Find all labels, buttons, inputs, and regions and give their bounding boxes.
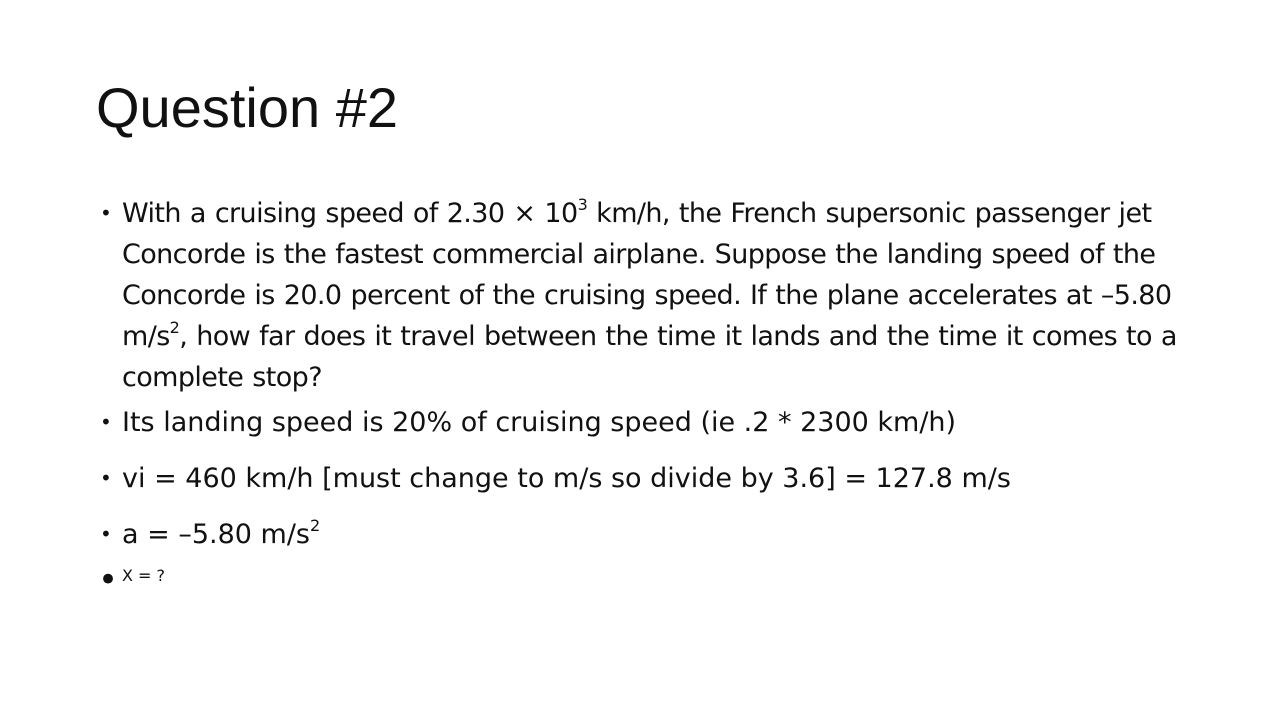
bullet-dot-icon: • [100,201,112,225]
bullet-list [96,193,1196,600]
bullet-initial-velocity [96,458,1196,499]
bullet-dot-icon: • [100,410,112,434]
bullet-dot-icon: • [100,466,112,490]
bullet-landing-speed [96,402,1196,443]
initial-velocity-text: vi = 460 km/h [must change to m/s so divide by 3.6] = 127.8 m/s [122,463,1011,494]
question-text-part2: km/h, the French supersonic passenger jet Concorde is the fastest commercial airplane. Suppose the landing speed of the Concorde is 20.0 percent of the cruising speed. If the plane accelerates at –5.80 m/s [122,198,1172,352]
unknown-distance-text: X = ? [122,566,166,585]
question-text-part1: With a cruising speed of 2.30 × 10 [122,198,578,229]
bullet-acceleration [96,514,1196,555]
acceleration-text: a = –5.80 m/s [122,519,310,550]
exponent-2: 2 [310,516,321,535]
bullet-dot-icon: • [100,522,112,546]
exponent-3: 3 [577,195,588,214]
slide-title: Question #2 [96,76,398,139]
question-text-part3: , how far does it travel between the time it lands and the time it comes to a complete stop? [122,321,1177,393]
landing-speed-text: Its landing speed is 20% of cruising speed (ie .2 * 2300 km/h) [122,407,957,438]
bullet-dot-icon: • [98,560,119,600]
exponent-2: 2 [169,318,180,337]
bullet-unknown-distance [96,560,1196,600]
bullet-question [96,193,1196,398]
